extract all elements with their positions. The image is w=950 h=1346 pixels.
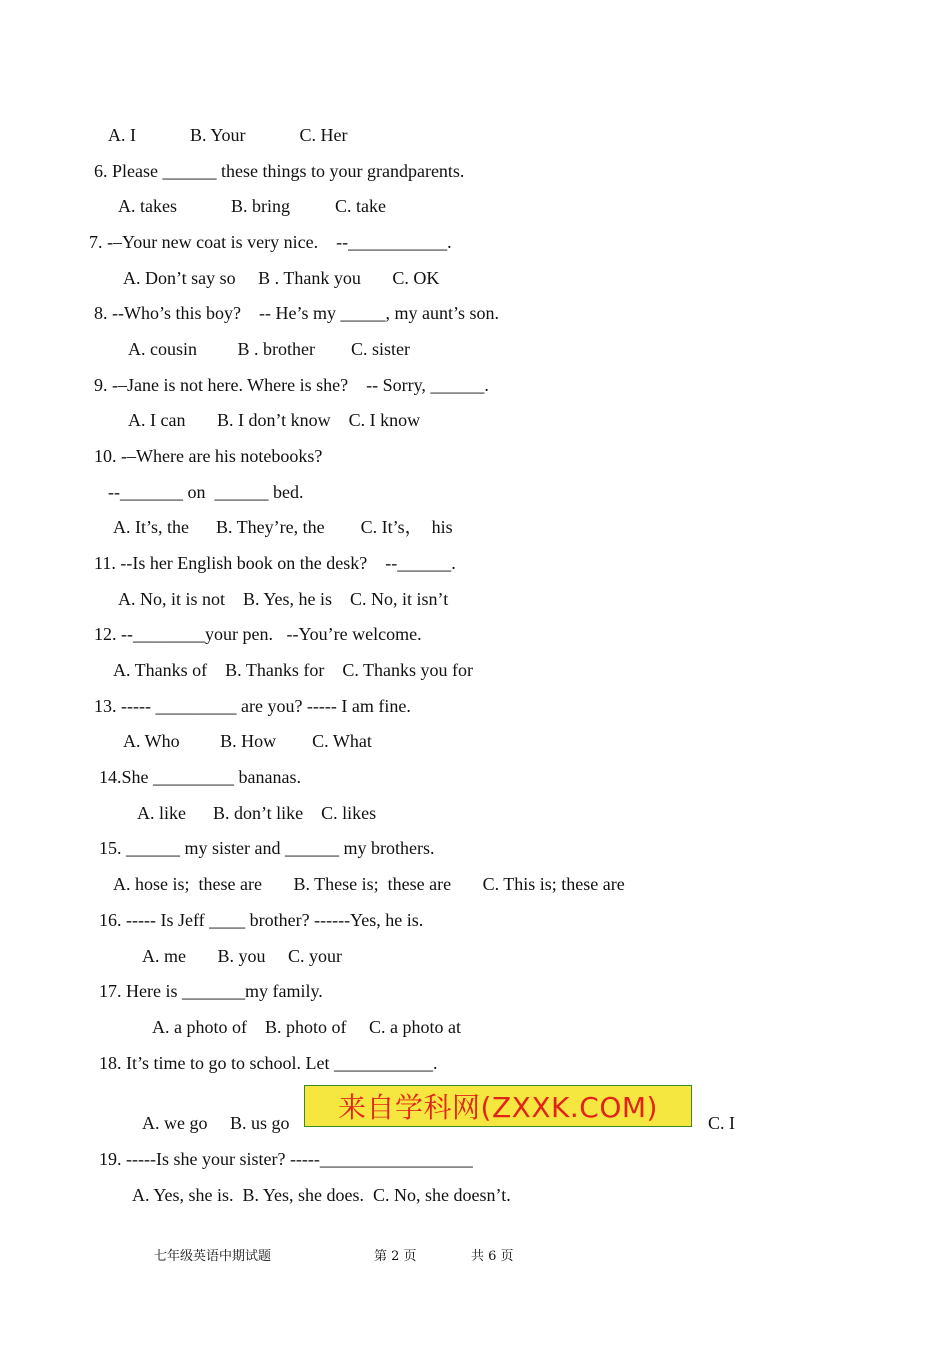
q9-options: A. I can B. I don’t know C. I know xyxy=(128,410,421,430)
q16-stem: 16. ----- Is Jeff ____ brother? ------Yes, he is. xyxy=(99,910,424,930)
q17-stem: 17. Here is _______my family. xyxy=(99,981,323,1001)
zxxk-watermark-logo xyxy=(304,1085,692,1127)
footer-page-number: 第 2 页 xyxy=(374,1249,417,1264)
q9-stem: 9. -–Jane is not here. Where is she? -- Sorry, ______. xyxy=(94,375,489,395)
footer-exam-title: 七年级英语中期试题 xyxy=(154,1249,272,1264)
q6-stem: 6. Please ______ these things to your grandparents. xyxy=(94,161,465,181)
q16-options: A. me B. you C. your xyxy=(142,946,342,966)
q19-options: A. Yes, she is. B. Yes, she does. C. No, she doesn’t. xyxy=(132,1185,511,1205)
q18-stem: 18. It’s time to go to school. Let ___________. xyxy=(99,1053,438,1073)
watermark-text: 来自学科网(ZXXK.COM) xyxy=(338,1091,658,1124)
q17-options: A. a photo of B. photo of C. a photo at xyxy=(152,1017,461,1037)
q11-stem: 11. --Is her English book on the desk? --______. xyxy=(94,553,456,573)
q6-options: A. takes B. bring C. take xyxy=(118,196,386,216)
q7-options: A. Don’t say so B . Thank you C. OK xyxy=(123,268,440,288)
q18-options-ab: A. we go B. us go xyxy=(142,1113,290,1133)
q10-stem: 10. -–Where are his notebooks? xyxy=(94,446,323,466)
q10-options: A. It’s, the B. They’re, the C. It’s， his xyxy=(113,517,453,537)
q14-stem: 14.She _________ bananas. xyxy=(99,767,301,787)
q11-options: A. No, it is not B. Yes, he is C. No, it isn’t xyxy=(118,589,449,609)
q15-stem: 15. ______ my sister and ______ my brothers. xyxy=(99,838,435,858)
q7-stem: 7. -–Your new coat is very nice. --___________. xyxy=(89,232,452,252)
footer-total-pages: 共 6 页 xyxy=(471,1249,514,1264)
q12-options: A. Thanks of B. Thanks for C. Thanks you for xyxy=(113,660,473,680)
q15-options: A. hose is; these are B. These is; these are C. This is; these are xyxy=(113,874,625,894)
q12-stem: 12. --________your pen. --You’re welcome. xyxy=(94,624,422,644)
q14-options: A. like B. don’t like C. likes xyxy=(137,803,377,823)
q19-stem: 19. -----Is she your sister? -----_________________ xyxy=(99,1149,473,1169)
q13-options: A. Who B. How C. What xyxy=(123,731,372,751)
q13-stem: 13. ----- _________ are you? ----- I am fine. xyxy=(94,696,411,716)
q8-options: A. cousin B . brother C. sister xyxy=(128,339,410,359)
q5-options: A. I B. Your C. Her xyxy=(108,125,348,145)
q18-option-c: C. I xyxy=(708,1113,735,1133)
q10-answer: --_______ on ______ bed. xyxy=(108,482,304,502)
q8-stem: 8. --Who’s this boy? -- He’s my _____, my aunt’s son. xyxy=(94,303,499,323)
